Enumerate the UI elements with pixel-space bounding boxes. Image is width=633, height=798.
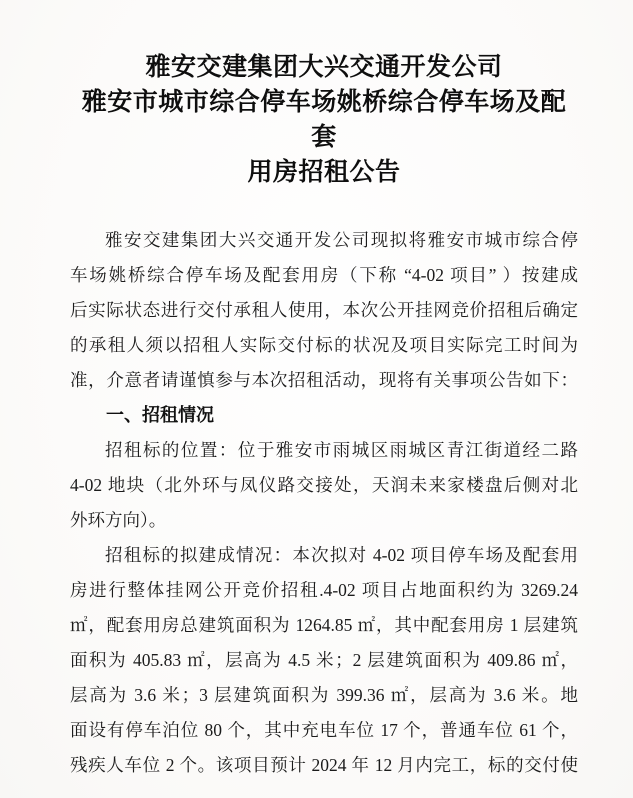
document-title-line: 用房招租公告	[247, 159, 401, 186]
body-line: 招租标的拟建成情况：本次拟对 4-02 项目停车场及配套用	[105, 545, 578, 565]
body-line: 面积为 405.83 ㎡，层高为 4.5 米；2 层建筑面积为 409.86 ㎡，	[70, 650, 578, 670]
document-title-line: 雅安交建集团大兴交通开发公司	[145, 54, 503, 81]
body-line: 雅安交建集团大兴交通开发公司现拟将雅安市城市综合停	[105, 230, 578, 250]
body-line: 准，介意者请谨慎参与本次招租活动，现将有关事项公告如下：	[70, 370, 578, 390]
body-line: 面设有停车泊位 80 个，其中充电车位 17 个，普通车位 61 个，	[70, 720, 578, 740]
body-line: 残疾人车位 2 个。该项目预计 2024 年 12 月内完工，标的交付使	[70, 755, 578, 775]
section-heading: 一、招租情况	[106, 405, 214, 425]
body-line: 的承租人须以招租人实际交付标的状况及项目实际完工时间为	[70, 335, 578, 355]
body-line: 后实际状态进行交付承租人使用，本次公开挂网竞价招租后确定	[70, 300, 578, 320]
body-line: 外环方向）。	[70, 510, 167, 530]
document-body	[70, 223, 578, 783]
body-line: ㎡，配套用房总建筑面积为 1264.85 ㎡，其中配套用房 1 层建筑	[70, 615, 578, 635]
body-line: 房进行整体挂网公开竞价招租.4-02 项目占地面积约为 3269.24	[70, 580, 578, 600]
body-line: 车场姚桥综合停车场及配套用房（下称 “4-02 项目” ）按建成	[70, 265, 578, 285]
body-line: 层高为 3.6 米；3 层建筑面积为 399.36 ㎡，层高为 3.6 米。地	[70, 685, 578, 705]
body-line: 招租标的位置：位于雅安市雨城区雨城区青江街道经二路	[105, 440, 578, 460]
body-line: 4-02 地块（北外环与凤仪路交接处，天润未来家楼盘后侧对北	[70, 475, 578, 495]
document-title	[70, 50, 578, 190]
document-content	[70, 50, 578, 783]
document-title-line: 雅安市城市综合停车场姚桥综合停车场及配套	[81, 89, 567, 151]
